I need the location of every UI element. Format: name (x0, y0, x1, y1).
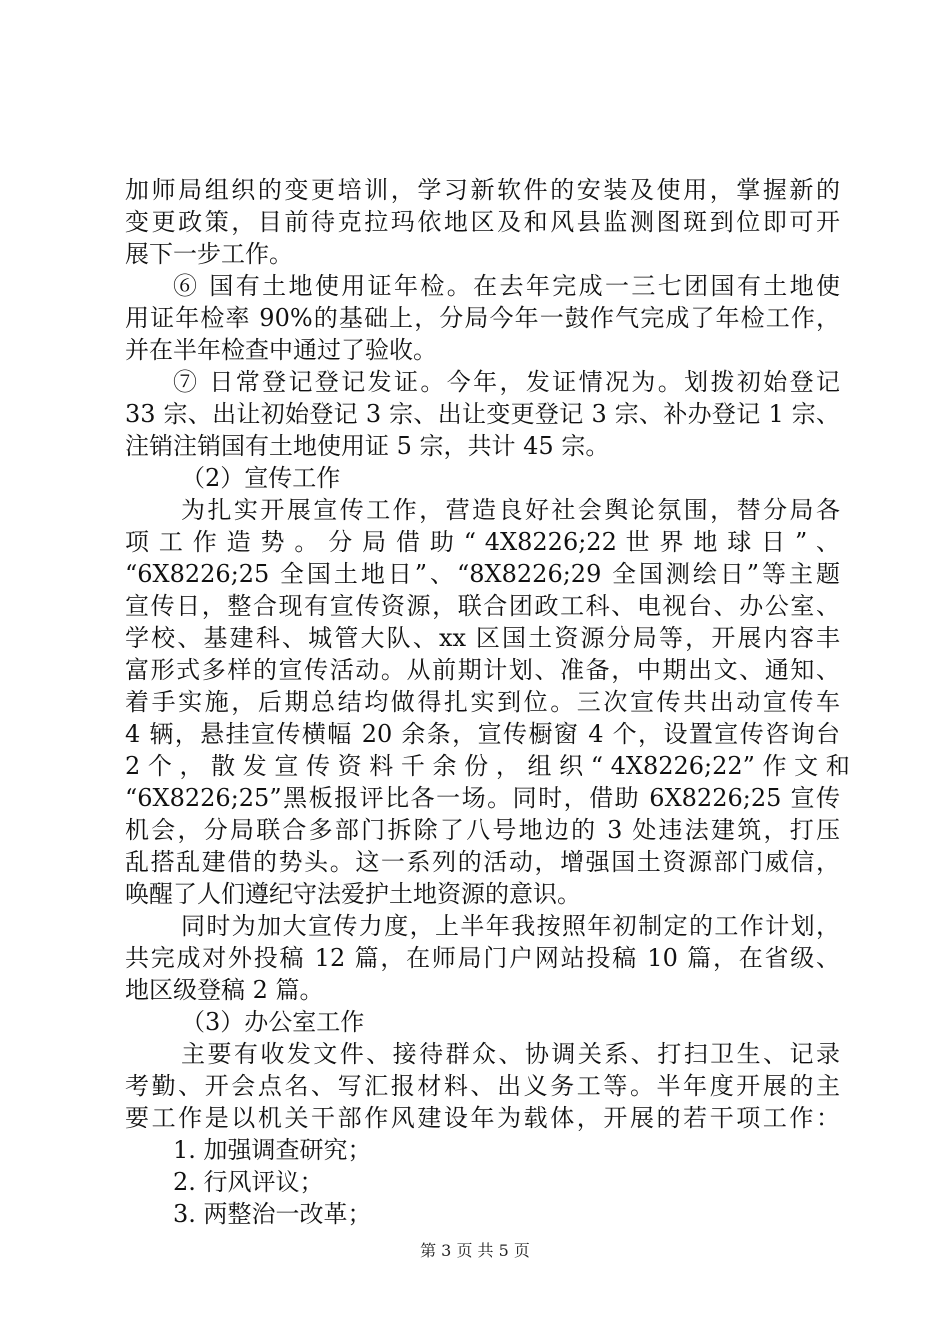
text-line: （2）宣传工作 (181, 464, 341, 492)
document-body (125, 174, 850, 1230)
text-line: 乱搭乱建借的势头。这一系列的活动，增强国土资源部门威信， (125, 848, 840, 876)
text-line: 2 个 ， 散 发 宣 传 资 料 千 余 份 ， 组 织 “ 4X8226;22” 作 文 和 (125, 752, 850, 780)
text-line: 主要有收发文件、接待群众、协调关系、打扫卫生、记录 (181, 1040, 840, 1068)
text-line: 学校、基建科、城管大队、xx 区国土资源分局等，开展内容丰 (125, 624, 840, 652)
text-line: 2. 行风评议； (173, 1168, 324, 1196)
text-line: 并在半年检查中通过了验收。 (125, 336, 437, 364)
text-line: 3. 两整治一改革； (173, 1200, 372, 1228)
text-line: 4 辆，悬挂宣传横幅 20 余条，宣传橱窗 4 个，设置宣传咨询台 (125, 720, 840, 748)
text-line: 宣传日，整合现有宣传资源，联合团政工科、电视台、办公室、 (125, 592, 840, 620)
text-line: 为扎实开展宣传工作，营造良好社会舆论氛围，替分局各 (181, 496, 840, 524)
text-line: ⑥ 国有土地使用证年检。在去年完成一三七团国有土地使 (173, 272, 840, 300)
text-line: 1. 加强调查研究； (173, 1136, 372, 1164)
text-line: 用证年检率 90%的基础上，分局今年一鼓作气完成了年检工作， (125, 304, 840, 332)
text-line: 机会，分局联合多部门拆除了八号地边的 3 处违法建筑，打压 (125, 816, 840, 844)
text-line: 33 宗、出让初始登记 3 宗、出让变更登记 3 宗、补办登记 1 宗、 (125, 400, 840, 428)
text-line: 考勤、开会点名、写汇报材料、出义务工等。半年度开展的主 (125, 1072, 840, 1100)
text-line: 同时为加大宣传力度，上半年我按照年初制定的工作计划， (181, 912, 840, 940)
text-line: 富形式多样的宣传活动。从前期计划、准备，中期出文、通知、 (125, 656, 840, 684)
text-line: 着手实施，后期总结均做得扎实到位。三次宣传共出动宣传车 (125, 688, 840, 716)
text-line: 共完成对外投稿 12 篇，在师局门户网站投稿 10 篇，在省级、 (125, 944, 840, 972)
text-line: “6X8226;25 全国土地日”、“8X8226;29 全国测绘日”等主题 (125, 560, 840, 588)
text-line: 注销注销国有土地使用证 5 宗，共计 45 宗。 (125, 432, 610, 460)
text-line: 要工作是以机关干部作风建设年为载体，开展的若干项工作： (125, 1104, 840, 1132)
page-footer: 第 3 页 共 5 页 (420, 1241, 530, 1260)
text-line: “6X8226;25”黑板报评比各一场。同时，借助 6X8226;25 宣传 (125, 784, 840, 812)
text-line: 唤醒了人们遵纪守法爱护土地资源的意识。 (125, 880, 581, 908)
text-line: 项 工 作 造 势 。 分 局 借 助 “ 4X8226;22 世 界 地 球 日 ” 、 (125, 528, 840, 556)
text-line: 加师局组织的变更培训，学习新软件的安装及使用，掌握新的 (125, 176, 840, 204)
text-line: （3）办公室工作 (181, 1008, 365, 1036)
text-line: ⑦ 日常登记登记发证。今年，发证情况为。划拨初始登记 (173, 368, 840, 396)
text-line: 地区级登稿 2 篇。 (125, 976, 324, 1004)
text-line: 变更政策，目前待克拉玛依地区及和风县监测图斑到位即可开 (125, 208, 840, 236)
text-line: 展下一步工作。 (125, 240, 293, 268)
